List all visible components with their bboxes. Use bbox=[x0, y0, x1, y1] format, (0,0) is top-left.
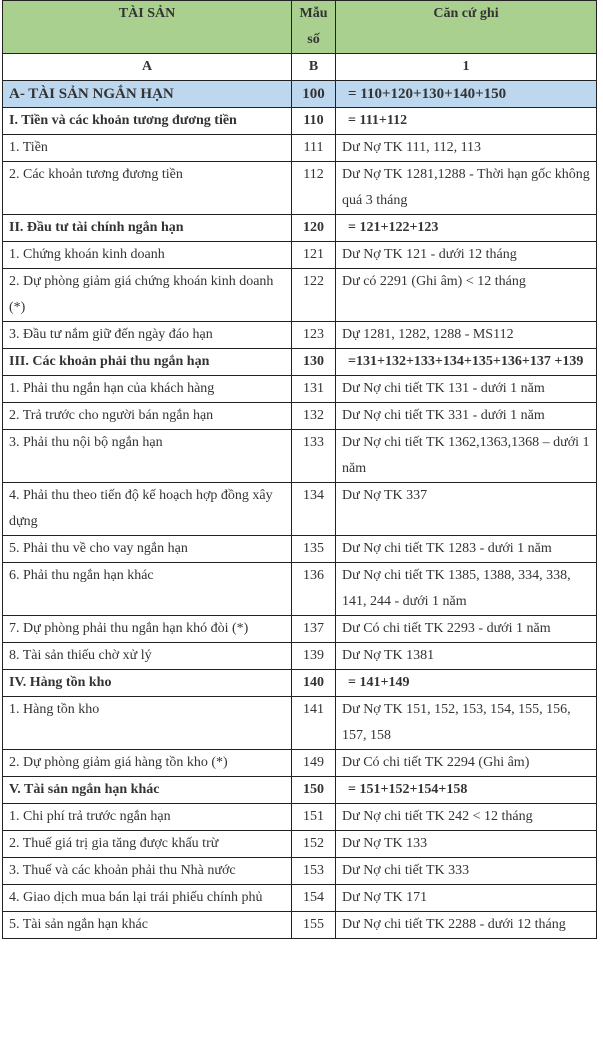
asset-cell: II. Đầu tư tài chính ngắn hạn bbox=[3, 215, 292, 242]
asset-cell: IV. Hàng tồn kho bbox=[3, 670, 292, 697]
table-row bbox=[3, 162, 597, 215]
basis-cell: Dự 1281, 1282, 1288 - MS112 bbox=[336, 322, 597, 349]
code-cell: 134 bbox=[292, 483, 336, 536]
table-row bbox=[3, 430, 597, 483]
header-row bbox=[3, 1, 597, 54]
basis-cell: = 151+152+154+158 bbox=[336, 777, 597, 804]
basis-cell: Dư Nợ chi tiết TK 1283 - dưới 1 năm bbox=[336, 536, 597, 563]
asset-cell: 1. Chi phí trả trước ngắn hạn bbox=[3, 804, 292, 831]
table-row bbox=[3, 536, 597, 563]
column-letter-basis: 1 bbox=[336, 54, 597, 81]
code-cell: 121 bbox=[292, 242, 336, 269]
basis-cell: Dư Nợ TK 121 - dưới 12 tháng bbox=[336, 242, 597, 269]
code-cell: 133 bbox=[292, 430, 336, 483]
balance-sheet-table bbox=[2, 0, 597, 939]
asset-cell: III. Các khoản phải thu ngắn hạn bbox=[3, 349, 292, 376]
code-cell: 149 bbox=[292, 750, 336, 777]
code-cell: 132 bbox=[292, 403, 336, 430]
code-cell: 131 bbox=[292, 376, 336, 403]
asset-cell: 7. Dự phòng phải thu ngắn hạn khó đòi (*) bbox=[3, 616, 292, 643]
table-row bbox=[3, 483, 597, 536]
asset-cell: 3. Đầu tư nắm giữ đến ngày đáo hạn bbox=[3, 322, 292, 349]
code-cell: 137 bbox=[292, 616, 336, 643]
asset-cell: 2. Dự phòng giảm giá hàng tồn kho (*) bbox=[3, 750, 292, 777]
basis-cell: Dư Nợ chi tiết TK 1362,1363,1368 – dưới 1 năm bbox=[336, 430, 597, 483]
table-row bbox=[3, 804, 597, 831]
table-row bbox=[3, 403, 597, 430]
asset-cell: 2. Các khoản tương đương tiền bbox=[3, 162, 292, 215]
table-row bbox=[3, 135, 597, 162]
basis-cell: = 141+149 bbox=[336, 670, 597, 697]
basis-cell: Dư Nợ TK 171 bbox=[336, 885, 597, 912]
basis-cell: Dư Có chi tiết TK 2294 (Ghi âm) bbox=[336, 750, 597, 777]
table-row bbox=[3, 322, 597, 349]
asset-cell: A- TÀI SẢN NGẮN HẠN bbox=[3, 81, 292, 108]
asset-cell: 4. Phải thu theo tiến độ kế hoạch hợp đồng xây dựng bbox=[3, 483, 292, 536]
asset-cell: 1. Phải thu ngắn hạn của khách hàng bbox=[3, 376, 292, 403]
asset-cell: 1. Hàng tồn kho bbox=[3, 697, 292, 750]
total-row bbox=[3, 81, 597, 108]
column-letter-code: B bbox=[292, 54, 336, 81]
basis-cell: Dư Nợ chi tiết TK 331 - dưới 1 năm bbox=[336, 403, 597, 430]
basis-cell: Dư Nợ TK 337 bbox=[336, 483, 597, 536]
basis-cell: Dư Nợ chi tiết TK 131 - dưới 1 năm bbox=[336, 376, 597, 403]
column-letter-asset: A bbox=[3, 54, 292, 81]
asset-cell: 8. Tài sản thiếu chờ xử lý bbox=[3, 643, 292, 670]
code-cell: 139 bbox=[292, 643, 336, 670]
table-row bbox=[3, 616, 597, 643]
code-cell: 140 bbox=[292, 670, 336, 697]
basis-cell: Dư có 2291 (Ghi âm) < 12 tháng bbox=[336, 269, 597, 322]
code-cell: 141 bbox=[292, 697, 336, 750]
code-cell: 152 bbox=[292, 831, 336, 858]
table-row bbox=[3, 697, 597, 750]
code-cell: 130 bbox=[292, 349, 336, 376]
code-cell: 155 bbox=[292, 912, 336, 939]
basis-cell: Dư Có chi tiết TK 2293 - dưới 1 năm bbox=[336, 616, 597, 643]
table-row bbox=[3, 643, 597, 670]
code-cell: 122 bbox=[292, 269, 336, 322]
basis-cell: Dư Nợ chi tiết TK 1385, 1388, 334, 338, 141, 244 - dưới 1 năm bbox=[336, 563, 597, 616]
asset-cell: I. Tiền và các khoản tương đương tiền bbox=[3, 108, 292, 135]
basis-cell: = 121+122+123 bbox=[336, 215, 597, 242]
basis-cell: Dư Nợ TK 133 bbox=[336, 831, 597, 858]
basis-cell: Dư Nợ TK 111, 112, 113 bbox=[336, 135, 597, 162]
code-cell: 123 bbox=[292, 322, 336, 349]
table-row bbox=[3, 242, 597, 269]
table-row bbox=[3, 269, 597, 322]
table-row bbox=[3, 376, 597, 403]
section-row bbox=[3, 777, 597, 804]
table-row bbox=[3, 563, 597, 616]
section-row bbox=[3, 349, 597, 376]
code-cell: 100 bbox=[292, 81, 336, 108]
section-row bbox=[3, 108, 597, 135]
asset-cell: 2. Dự phòng giảm giá chứng khoán kinh doanh (*) bbox=[3, 269, 292, 322]
code-cell: 111 bbox=[292, 135, 336, 162]
basis-cell: Dư Nợ TK 151, 152, 153, 154, 155, 156, 157, 158 bbox=[336, 697, 597, 750]
asset-cell: 1. Chứng khoán kinh doanh bbox=[3, 242, 292, 269]
code-cell: 135 bbox=[292, 536, 336, 563]
header-asset: TÀI SẢN bbox=[3, 1, 292, 54]
section-row bbox=[3, 215, 597, 242]
asset-cell: 1. Tiền bbox=[3, 135, 292, 162]
asset-cell: 5. Phải thu về cho vay ngắn hạn bbox=[3, 536, 292, 563]
table-row bbox=[3, 912, 597, 939]
basis-cell: Dư Nợ TK 1281,1288 - Thời hạn gốc không quá 3 tháng bbox=[336, 162, 597, 215]
basis-cell: = 111+112 bbox=[336, 108, 597, 135]
basis-cell: Dư Nợ chi tiết TK 242 < 12 tháng bbox=[336, 804, 597, 831]
code-cell: 150 bbox=[292, 777, 336, 804]
asset-cell: 4. Giao dịch mua bán lại trái phiếu chính phủ bbox=[3, 885, 292, 912]
code-cell: 136 bbox=[292, 563, 336, 616]
code-cell: 154 bbox=[292, 885, 336, 912]
column-letters-row bbox=[3, 54, 597, 81]
basis-cell: Dư Nợ chi tiết TK 333 bbox=[336, 858, 597, 885]
code-cell: 112 bbox=[292, 162, 336, 215]
code-cell: 120 bbox=[292, 215, 336, 242]
asset-cell: 2. Trả trước cho người bán ngắn hạn bbox=[3, 403, 292, 430]
header-code: Mẫu số bbox=[292, 1, 336, 54]
table-row bbox=[3, 750, 597, 777]
header-basis: Căn cứ ghi bbox=[336, 1, 597, 54]
basis-cell: Dư Nợ chi tiết TK 2288 - dưới 12 tháng bbox=[336, 912, 597, 939]
asset-cell: 3. Thuế và các khoản phải thu Nhà nước bbox=[3, 858, 292, 885]
asset-cell: V. Tài sản ngắn hạn khác bbox=[3, 777, 292, 804]
asset-cell: 3. Phải thu nội bộ ngắn hạn bbox=[3, 430, 292, 483]
asset-cell: 5. Tài sản ngắn hạn khác bbox=[3, 912, 292, 939]
basis-cell: =131+132+133+134+135+136+137 +139 bbox=[336, 349, 597, 376]
section-row bbox=[3, 670, 597, 697]
table-row bbox=[3, 858, 597, 885]
asset-cell: 6. Phải thu ngắn hạn khác bbox=[3, 563, 292, 616]
table-row bbox=[3, 831, 597, 858]
code-cell: 110 bbox=[292, 108, 336, 135]
code-cell: 153 bbox=[292, 858, 336, 885]
code-cell: 151 bbox=[292, 804, 336, 831]
table-row bbox=[3, 885, 597, 912]
basis-cell: Dư Nợ TK 1381 bbox=[336, 643, 597, 670]
asset-cell: 2. Thuế giá trị gia tăng được khấu trừ bbox=[3, 831, 292, 858]
basis-cell: = 110+120+130+140+150 bbox=[336, 81, 597, 108]
